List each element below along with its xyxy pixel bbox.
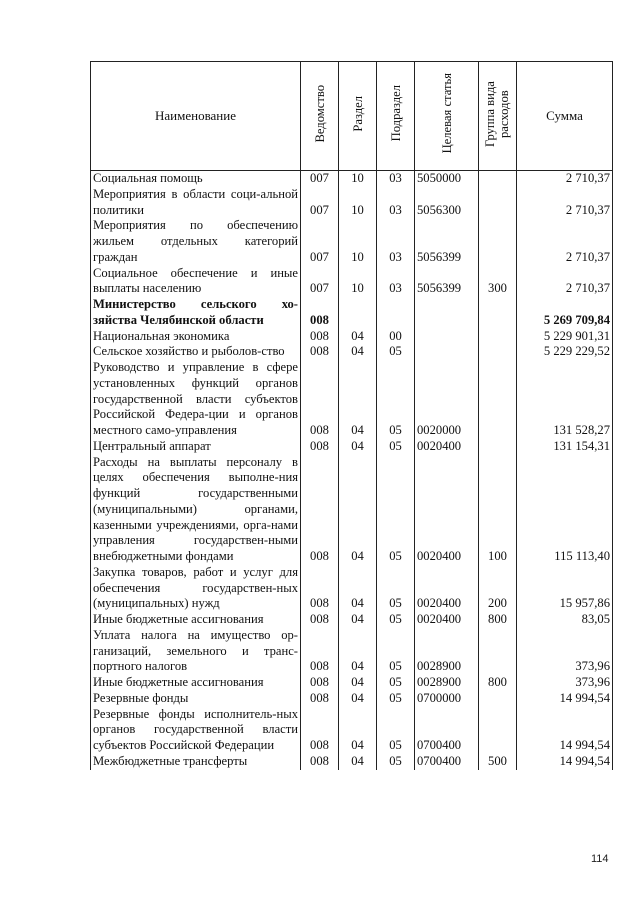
cell-name: Мероприятия в области соци-альной политики — [91, 187, 301, 219]
table-row — [91, 754, 613, 770]
cell-section: 10 — [339, 187, 377, 219]
cell-section: 10 — [339, 266, 377, 298]
cell-name: Мероприятия по обеспечению жильем отдельных категорий граждан — [91, 218, 301, 265]
cell-section: 04 — [339, 565, 377, 612]
cell-expense-group — [479, 218, 517, 265]
cell-target-article: 5056300 — [415, 187, 479, 219]
cell-subsection: 05 — [377, 439, 415, 455]
cell-name: Центральный аппарат — [91, 439, 301, 455]
cell-name: Национальная экономика — [91, 329, 301, 345]
cell-section: 04 — [339, 628, 377, 675]
cell-expense-group — [479, 344, 517, 360]
cell-department: 007 — [301, 218, 339, 265]
table-row — [91, 675, 613, 691]
cell-target-article: 5056399 — [415, 218, 479, 265]
cell-expense-group — [479, 329, 517, 345]
cell-amount: 2 710,37 — [517, 187, 613, 219]
header-subsection: Подраздел — [377, 62, 415, 171]
cell-target-article: 0700400 — [415, 754, 479, 770]
cell-target-article — [415, 329, 479, 345]
cell-department: 007 — [301, 266, 339, 298]
cell-name: Закупка товаров, работ и услуг для обеспечения государствен-ных (муниципальных) нужд — [91, 565, 301, 612]
cell-department: 008 — [301, 565, 339, 612]
cell-section: 04 — [339, 360, 377, 439]
cell-section: 04 — [339, 612, 377, 628]
table-row — [91, 329, 613, 345]
cell-section — [339, 297, 377, 329]
table-row — [91, 612, 613, 628]
table-row — [91, 171, 613, 187]
cell-expense-group: 300 — [479, 266, 517, 298]
cell-target-article: 0700400 — [415, 707, 479, 754]
cell-name: Резервные фонды исполнитель-ных органов государственной власти субъектов Российской Федерации — [91, 707, 301, 754]
cell-expense-group — [479, 187, 517, 219]
table-row — [91, 455, 613, 565]
table-row — [91, 691, 613, 707]
cell-department: 008 — [301, 360, 339, 439]
cell-name: Резервные фонды — [91, 691, 301, 707]
budget-table — [90, 61, 613, 770]
cell-name: Межбюджетные трансферты — [91, 754, 301, 770]
cell-amount: 5 229 229,52 — [517, 344, 613, 360]
table-row — [91, 439, 613, 455]
cell-subsection: 00 — [377, 329, 415, 345]
page-number: 114 — [591, 853, 609, 865]
cell-department: 008 — [301, 329, 339, 345]
cell-subsection: 03 — [377, 218, 415, 265]
cell-subsection: 05 — [377, 707, 415, 754]
cell-subsection: 05 — [377, 360, 415, 439]
cell-target-article: 0020400 — [415, 439, 479, 455]
cell-expense-group — [479, 691, 517, 707]
cell-amount: 131 154,31 — [517, 439, 613, 455]
cell-name: Руководство и управление в сфере установленных функций органов государственной власти субъектов Российской Федера-ции и органов местного само-управления — [91, 360, 301, 439]
cell-subsection: 05 — [377, 628, 415, 675]
cell-expense-group — [479, 439, 517, 455]
cell-target-article — [415, 297, 479, 329]
table-row — [91, 187, 613, 219]
cell-target-article — [415, 344, 479, 360]
cell-amount: 2 710,37 — [517, 218, 613, 265]
cell-department: 007 — [301, 187, 339, 219]
cell-target-article: 0020000 — [415, 360, 479, 439]
cell-department: 008 — [301, 675, 339, 691]
table-row — [91, 344, 613, 360]
cell-section: 04 — [339, 754, 377, 770]
cell-expense-group — [479, 297, 517, 329]
table-row — [91, 360, 613, 439]
cell-expense-group — [479, 360, 517, 439]
cell-expense-group: 100 — [479, 455, 517, 565]
cell-amount: 83,05 — [517, 612, 613, 628]
cell-target-article: 0700000 — [415, 691, 479, 707]
cell-name: Социальное обеспечение и иные выплаты населению — [91, 266, 301, 298]
cell-amount: 373,96 — [517, 628, 613, 675]
cell-section: 04 — [339, 439, 377, 455]
cell-expense-group: 200 — [479, 565, 517, 612]
header-amount: Сумма — [517, 62, 613, 171]
cell-expense-group — [479, 707, 517, 754]
cell-target-article: 0028900 — [415, 675, 479, 691]
cell-subsection: 05 — [377, 754, 415, 770]
cell-target-article: 5056399 — [415, 266, 479, 298]
cell-subsection: 05 — [377, 612, 415, 628]
cell-amount: 14 994,54 — [517, 691, 613, 707]
cell-name: Иные бюджетные ассигнования — [91, 675, 301, 691]
cell-department: 008 — [301, 707, 339, 754]
table-row — [91, 565, 613, 612]
cell-subsection: 05 — [377, 455, 415, 565]
cell-expense-group — [479, 171, 517, 187]
cell-amount: 373,96 — [517, 675, 613, 691]
cell-amount: 15 957,86 — [517, 565, 613, 612]
cell-department: 008 — [301, 612, 339, 628]
cell-expense-group: 800 — [479, 675, 517, 691]
header-expense-group: Группа вида расходов — [479, 62, 517, 171]
cell-target-article: 0020400 — [415, 612, 479, 628]
cell-name: Министерство сельского хо-зяйства Челябинской области — [91, 297, 301, 329]
cell-name: Расходы на выплаты персоналу в целях обеспечения выполне-ния функций государственными (муниципальными) органами, казенными учреждениями, орга-нами управления государствен-ными внебюджетными фондами — [91, 455, 301, 565]
cell-amount: 14 994,54 — [517, 707, 613, 754]
table-row — [91, 628, 613, 675]
cell-amount: 14 994,54 — [517, 754, 613, 770]
cell-department: 008 — [301, 628, 339, 675]
header-target-article: Целевая статья — [415, 62, 479, 171]
header-name: Наименование — [91, 62, 301, 171]
cell-department: 008 — [301, 439, 339, 455]
table-row — [91, 707, 613, 754]
cell-subsection: 03 — [377, 171, 415, 187]
cell-amount: 2 710,37 — [517, 171, 613, 187]
cell-section: 04 — [339, 691, 377, 707]
cell-expense-group: 800 — [479, 612, 517, 628]
cell-amount: 2 710,37 — [517, 266, 613, 298]
cell-target-article: 0028900 — [415, 628, 479, 675]
cell-subsection — [377, 297, 415, 329]
cell-department: 008 — [301, 297, 339, 329]
cell-subsection: 05 — [377, 565, 415, 612]
cell-name: Социальная помощь — [91, 171, 301, 187]
cell-section: 04 — [339, 344, 377, 360]
cell-name: Сельское хозяйство и рыболов-ство — [91, 344, 301, 360]
cell-subsection: 05 — [377, 675, 415, 691]
cell-section: 04 — [339, 675, 377, 691]
cell-subsection: 03 — [377, 187, 415, 219]
cell-target-article: 5050000 — [415, 171, 479, 187]
cell-section: 04 — [339, 329, 377, 345]
cell-amount: 5 229 901,31 — [517, 329, 613, 345]
cell-target-article: 0020400 — [415, 455, 479, 565]
table-body — [91, 171, 613, 770]
cell-department: 008 — [301, 344, 339, 360]
cell-subsection: 03 — [377, 266, 415, 298]
cell-department: 008 — [301, 455, 339, 565]
cell-expense-group: 500 — [479, 754, 517, 770]
cell-amount: 5 269 709,84 — [517, 297, 613, 329]
cell-section: 04 — [339, 707, 377, 754]
cell-department: 008 — [301, 754, 339, 770]
cell-section: 04 — [339, 455, 377, 565]
cell-amount: 115 113,40 — [517, 455, 613, 565]
header-department: Ведомство — [301, 62, 339, 171]
cell-amount: 131 528,27 — [517, 360, 613, 439]
cell-section: 10 — [339, 218, 377, 265]
cell-subsection: 05 — [377, 691, 415, 707]
table-row — [91, 218, 613, 265]
table-header-row — [91, 62, 613, 171]
cell-section: 10 — [339, 171, 377, 187]
cell-subsection: 05 — [377, 344, 415, 360]
cell-target-article: 0020400 — [415, 565, 479, 612]
cell-name: Иные бюджетные ассигнования — [91, 612, 301, 628]
table-row — [91, 266, 613, 298]
header-section: Раздел — [339, 62, 377, 171]
table-row — [91, 297, 613, 329]
cell-name: Уплата налога на имущество ор-ганизаций, земельного и транс-портного налогов — [91, 628, 301, 675]
cell-expense-group — [479, 628, 517, 675]
cell-department: 007 — [301, 171, 339, 187]
cell-department: 008 — [301, 691, 339, 707]
